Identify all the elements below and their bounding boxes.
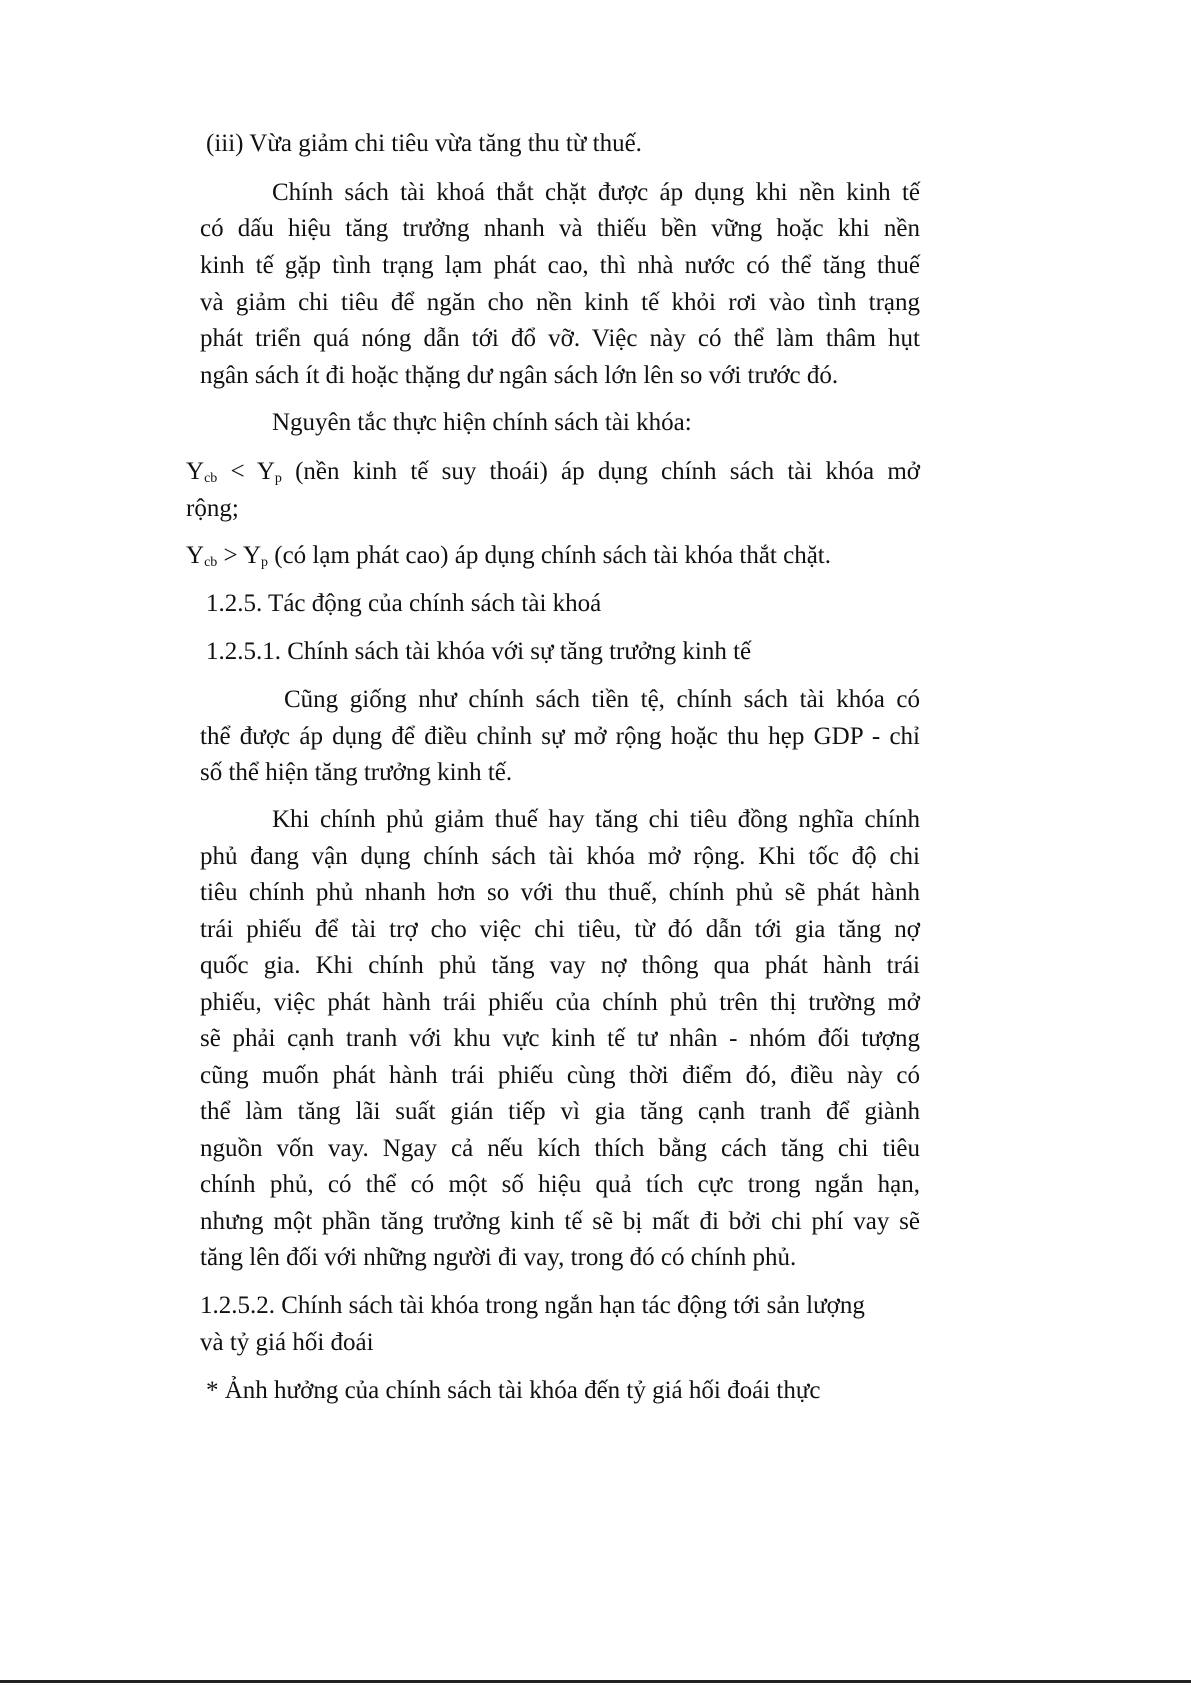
section-heading: 1.2.5. Tác động của chính sách tài khoá [206,590,602,617]
paragraph-line: và giảm chi tiêu để ngăn cho nền kinh tế khỏi rơi vào tình trạng [200,289,920,316]
paragraph-line: phiếu, việc phát hành trái phiếu của chính phủ trên thị trường mở [200,989,920,1016]
formula-line-2 [186,541,906,571]
formula-operator: < Y [217,458,275,485]
paragraph-line: chính phủ, có thể có một số hiệu quả tích cực trong ngắn hạn, [200,1171,920,1198]
paragraph-line: kinh tế gặp tình trạng lạm phát cao, thì nhà nước có thể tăng thuế [200,252,920,279]
formula-sub: cb [204,471,218,486]
paragraph-line: phủ đang vận dụng chính sách tài khóa mở rộng. Khi tốc độ chi [200,843,920,870]
formula-text: (có lạm phát cao) áp dụng chính sách tài khóa thắt chặt. [268,542,832,569]
paragraph-line: Khi chính phủ giảm thuế hay tăng chi tiêu đồng nghĩa chính [272,806,920,833]
formula-y: Y [186,542,205,569]
paragraph-line: thể được áp dụng để điều chỉnh sự mở rộng hoặc thu hẹp GDP - chỉ [200,723,920,750]
paragraph-line: ngân sách ít đi hoặc thặng dư ngân sách lớn lên so với trước đó. [200,362,839,389]
paragraph-line: trái phiếu để tài trợ cho việc chi tiêu, từ đó dẫn tới gia tăng nợ [200,916,920,943]
paragraph-line: nguồn vốn vay. Ngay cả nếu kích thích bằng cách tăng chi tiêu [200,1135,920,1162]
paragraph-line: Chính sách tài khoá thắt chặt được áp dụng khi nền kinh tế [272,179,920,206]
formula-sub: cb [204,555,218,570]
paragraph-line: có dấu hiệu tăng trưởng nhanh và thiếu bền vững hoặc khi nền [200,215,920,242]
paragraph-line: Nguyên tắc thực hiện chính sách tài khóa: [272,409,692,436]
subsection-heading: 1.2.5.1. Chính sách tài khóa với sự tăng trưởng kinh tế [206,638,752,665]
paragraph-line: rộng; [186,495,239,522]
formula-sub: p [274,471,282,486]
bottom-rule [0,1680,1191,1683]
formula-line-1 [186,457,920,487]
paragraph-line: Cũng giống như chính sách tiền tệ, chính sách tài khóa có [284,686,920,713]
paragraph-line: phát triển quá nóng dẫn tới đổ vỡ. Việc này có thể làm thâm hụt [200,325,920,352]
formula-operator: > Y [217,542,262,569]
paragraph-line: cũng muốn phát hành trái phiếu cùng thời điểm đó, điều này có [200,1062,920,1089]
subsection-heading: và tỷ giá hối đoái [200,1329,374,1356]
paragraph-line: tiêu chính phủ nhanh hơn so với thu thuế, chính phủ sẽ phát hành [200,879,920,906]
paragraph-line: nhưng một phần tăng trưởng kinh tế sẽ bị mất đi bởi chi phí vay sẽ [200,1208,920,1235]
formula-text: (nền kinh tế suy thoái) áp dụng chính sách tài khóa mở [281,458,920,485]
list-item-iii: (iii) Vừa giảm chi tiêu vừa tăng thu từ thuế. [206,130,642,157]
formula-sub: p [261,555,269,570]
subsection-heading: 1.2.5.2. Chính sách tài khóa trong ngắn hạn tác động tới sản lượng [200,1292,865,1319]
paragraph-line: thể làm tăng lãi suất gián tiếp vì gia tăng cạnh tranh để giành [200,1098,920,1125]
formula-y: Y [186,458,205,485]
paragraph-line: sẽ phải cạnh tranh với khu vực kinh tế tư nhân - nhóm đối tượng [200,1025,920,1052]
paragraph-line: số thể hiện tăng trưởng kinh tế. [200,759,513,786]
paragraph-line: tăng lên đối với những người đi vay, trong đó có chính phủ. [200,1244,797,1271]
paragraph-line: quốc gia. Khi chính phủ tăng vay nợ thông qua phát hành trái [200,952,920,979]
bullet-heading: * Ảnh hưởng của chính sách tài khóa đến tỷ giá hối đoái thực [206,1377,821,1404]
